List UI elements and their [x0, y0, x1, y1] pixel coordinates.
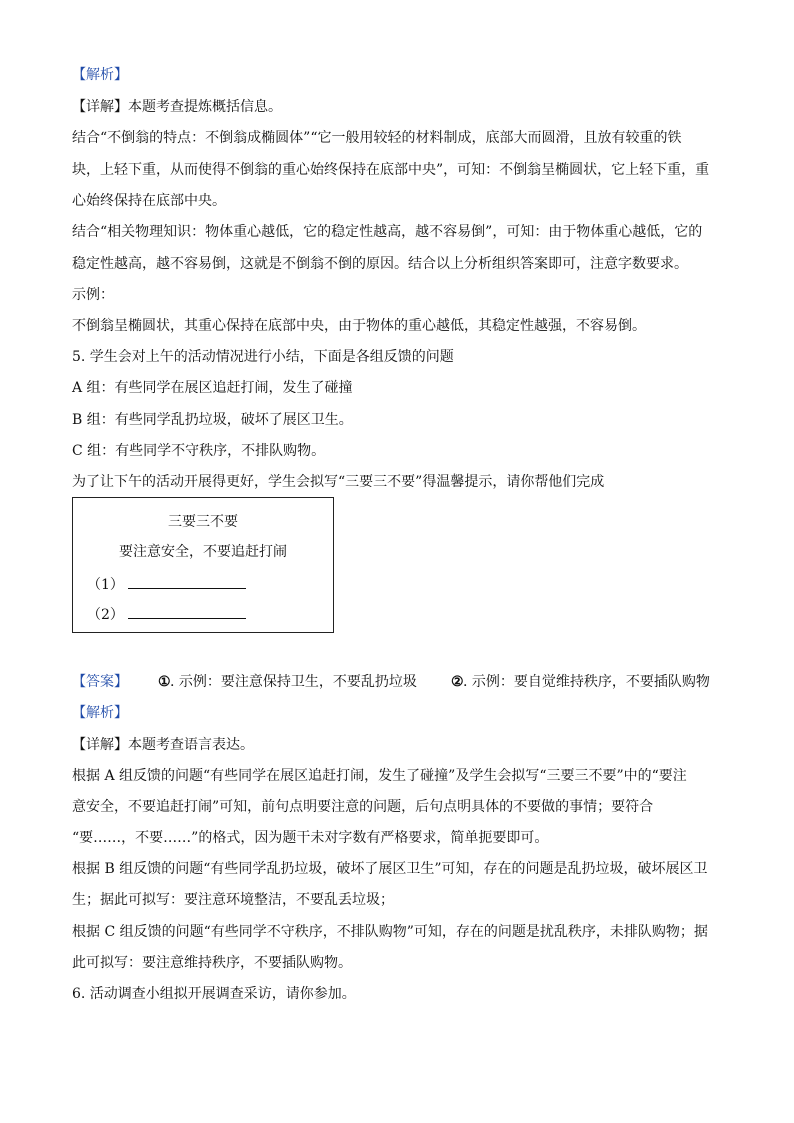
paragraph-line: 根据 B 组反馈的问题“有些同学乱扔垃圾，破坏了展区卫生”可知，存在的问题是乱扔垃圾，破坏展区卫 [72, 861, 708, 877]
group-b-feedback: B 组：有些同学乱扔垃圾，破坏了展区卫生。 [72, 412, 353, 428]
paragraph-line: 块，上轻下重，从而使得不倒翁的重心始终保持在底部中央”，可知：不倒翁呈椭圆状，它上轻下重，重 [72, 162, 710, 178]
reminder-blank-1 [87, 574, 246, 595]
group-c-feedback: C 组：有些同学不守秩序，不排队购物。 [72, 443, 326, 459]
paragraph-line: 结合“不倒翁的特点：不倒翁成椭圆体”“它一般用较轻的材料制成，底部大而圆滑，且放有较重的铁 [72, 130, 682, 146]
blank-2-line [128, 604, 246, 619]
question-5-instruction: 为了让下午的活动开展得更好，学生会拟写“三要三不要”得温馨提示，请你帮他们完成 [72, 474, 605, 490]
paragraph-line: 根据 A 组反馈的问题“有些同学在展区追赶打闹，发生了碰撞”及学生会拟写“三要三不要”中的“要注 [72, 768, 687, 784]
detail-line-2: 【详解】本题考查语言表达。 [72, 737, 254, 753]
reminder-box-example: 要注意安全，不要追赶打闹 [119, 544, 287, 560]
detail-line: 【详解】本题考查提炼概括信息。 [72, 99, 282, 115]
reminder-box [72, 497, 334, 633]
reminder-box-title: 三要三不要 [168, 514, 238, 530]
paragraph-line: 结合“相关物理知识：物体重心越低，它的稳定性越高，越不容易倒”，可知：由于物体重心越低，它的 [72, 224, 703, 240]
paragraph-line: 此可拟写：要注意维持秩序，不要插队购物。 [72, 955, 352, 971]
question-5-title: 5. 学生会对上午的活动情况进行小结，下面是各组反馈的问题 [72, 349, 454, 365]
analysis-tag: 【解析】 [72, 67, 128, 83]
answer-2-mark: ② [451, 674, 464, 690]
paragraph-line: “要……，不要……”的格式，因为题干未对字数有严格要求，简单扼要即可。 [72, 830, 549, 846]
answer-1-text: . 示例：要注意保持卫生，不要乱扔垃圾 [170, 674, 417, 690]
example-label: 示例： [72, 287, 114, 303]
analysis-tag-2: 【解析】 [72, 705, 128, 721]
paragraph-line: 生；据此可拟写：要注意环境整洁，不要乱丢垃圾； [72, 892, 394, 908]
reminder-blank-2 [87, 604, 246, 625]
paragraph-line: 根据 C 组反馈的问题“有些同学不守秩序，不排队购物”可知，存在的问题是扰乱秩序，未排队购物；据 [72, 924, 708, 940]
example-answer: 不倒翁呈椭圆状，其重心保持在底部中央，由于物体的重心越低，其稳定性越强，不容易倒。 [72, 318, 646, 334]
answer-2-text: . 示例：要自觉维持秩序，不要插队购物 [463, 674, 710, 690]
blank-1-line [128, 574, 246, 589]
paragraph-line: 意安全，不要追赶打闹”可知，前句点明要注意的问题，后句点明具体的不要做的事情；要符合 [72, 799, 654, 815]
paragraph-line: 稳定性越高，越不容易倒，这就是不倒翁不倒的原因。结合以上分析组织答案即可，注意字数要求。 [72, 256, 688, 272]
question-6-title: 6. 活动调查小组拟开展调查采访，请你参加。 [72, 986, 356, 1002]
group-a-feedback: A 组：有些同学在展区追赶打闹，发生了碰撞 [72, 380, 353, 396]
blank-1-label: （1） [87, 577, 124, 593]
answer-tag: 【答案】 [72, 674, 128, 690]
paragraph-line: 心始终保持在底部中央。 [72, 193, 226, 209]
blank-2-label: （2） [87, 607, 124, 623]
answer-1-mark: ① [158, 674, 171, 690]
